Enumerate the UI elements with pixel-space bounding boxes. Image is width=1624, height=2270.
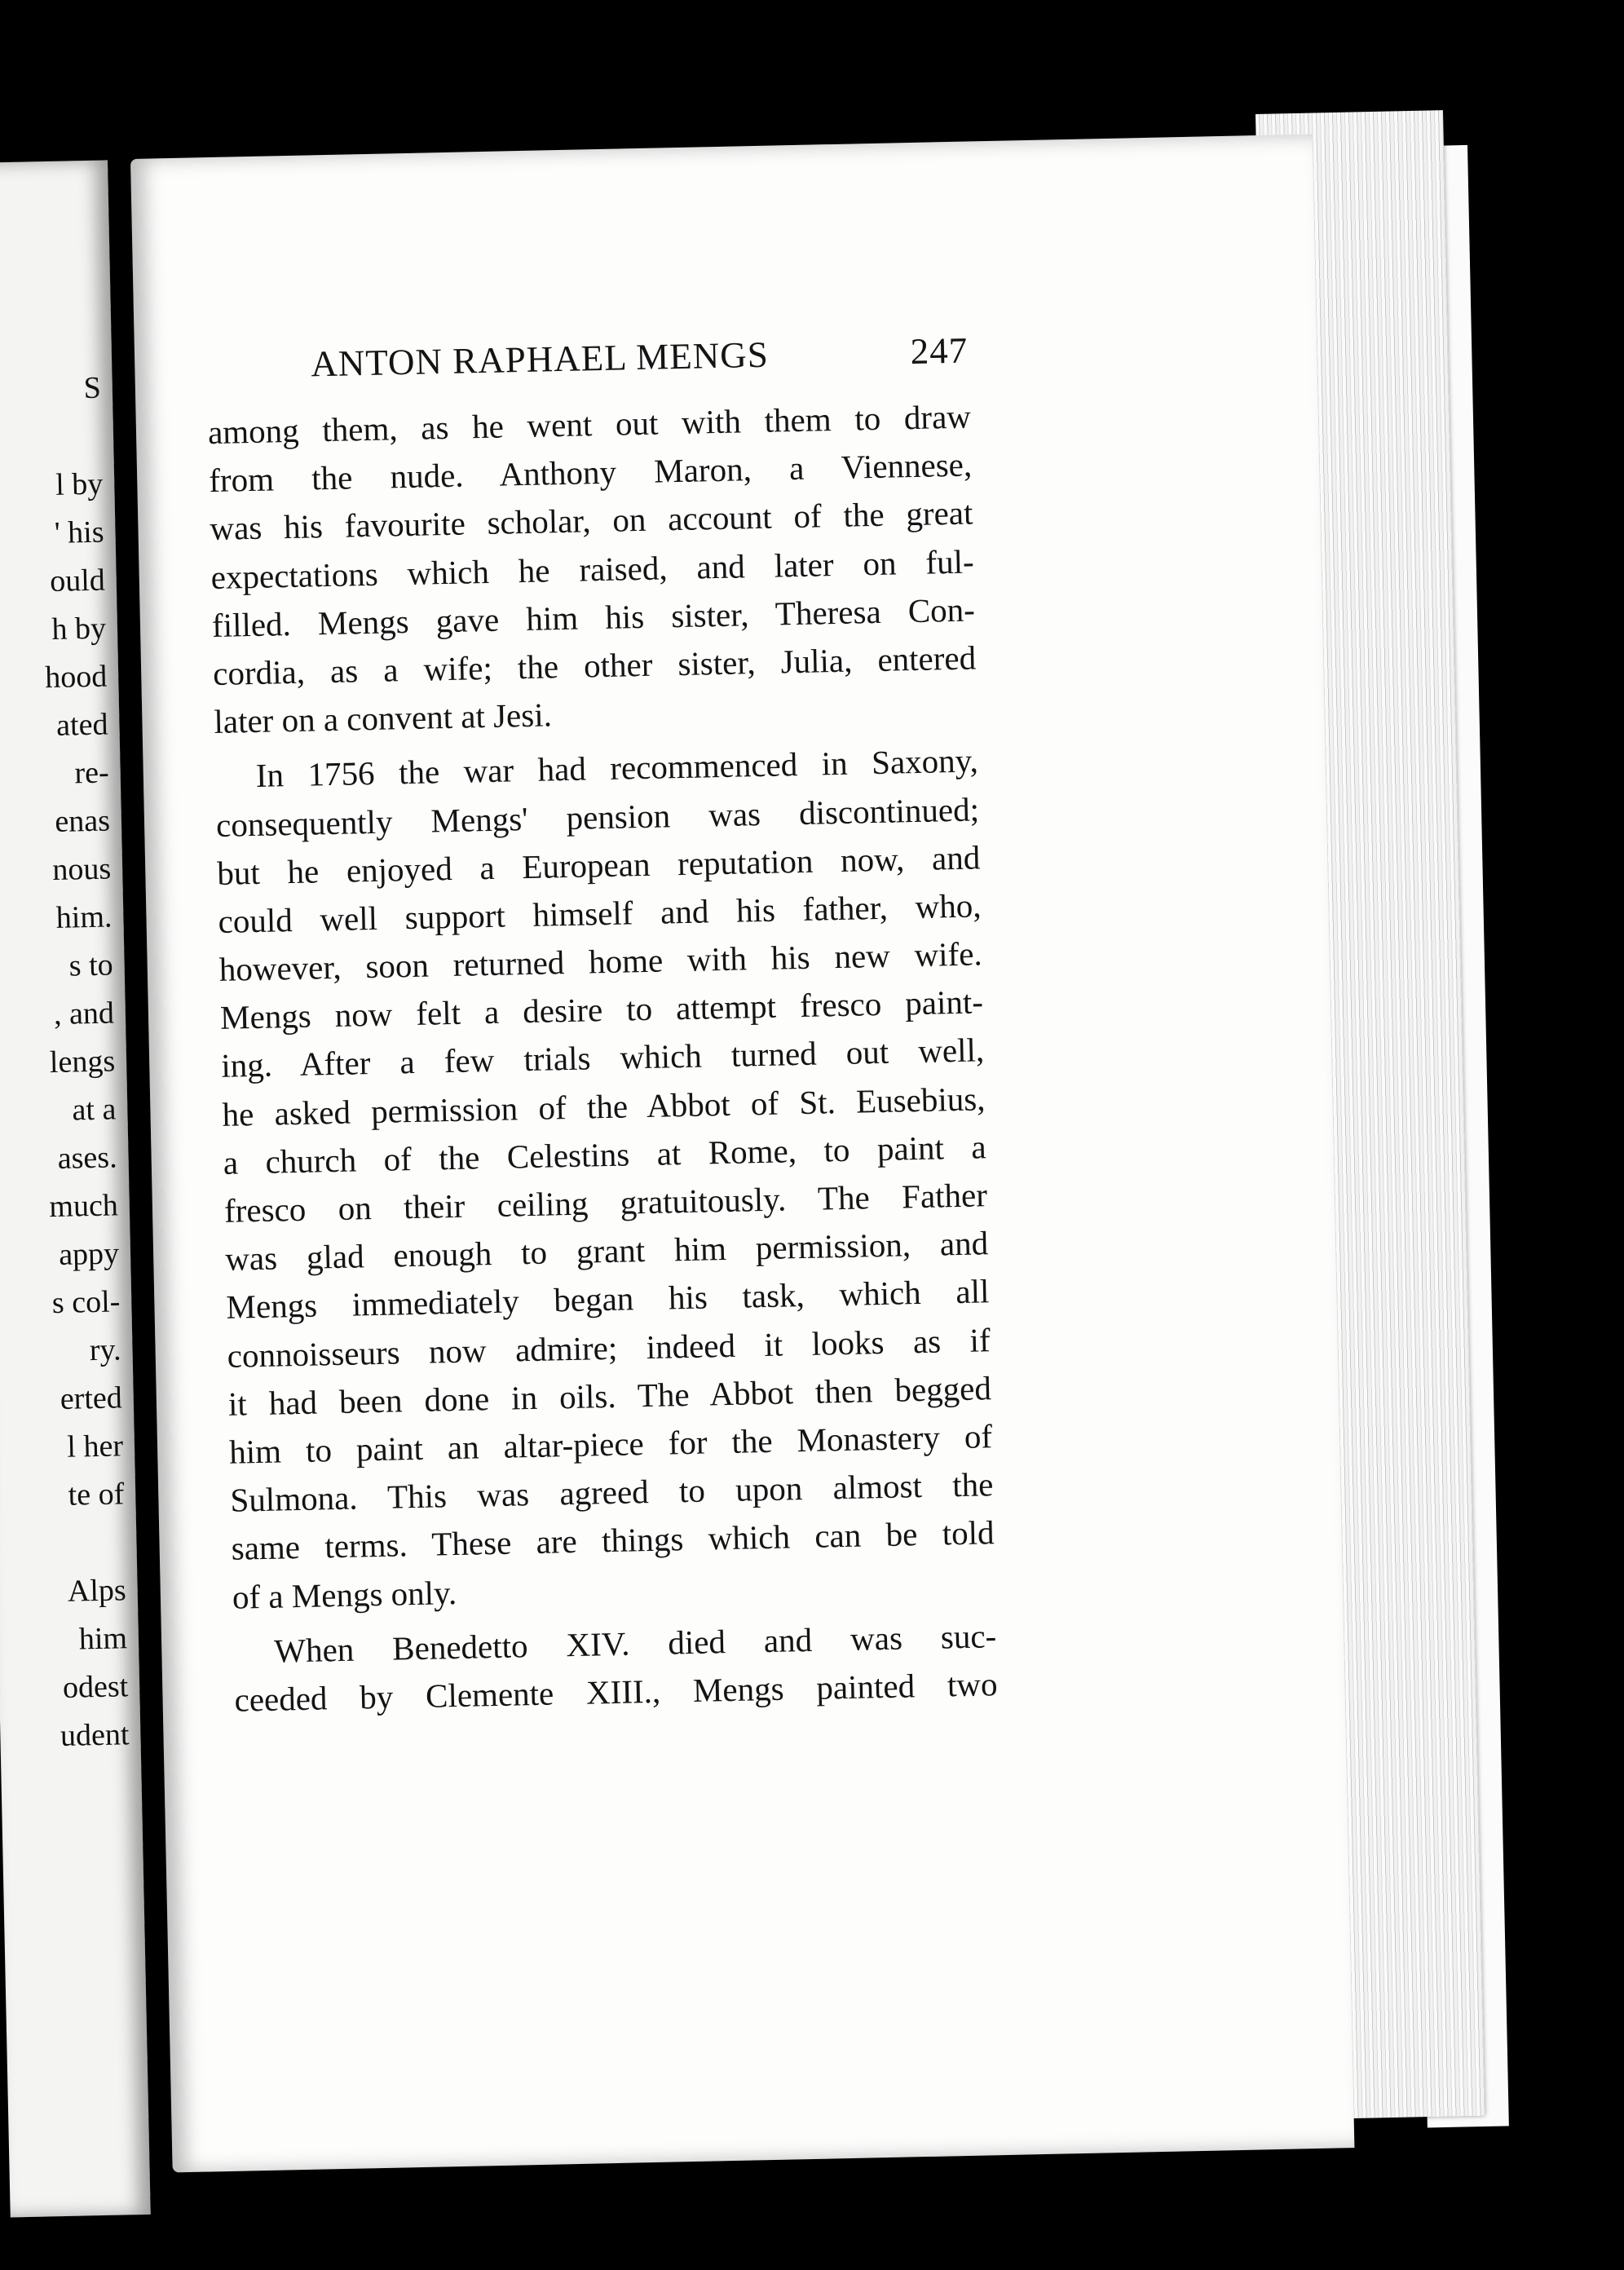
previous-page-line: ated [55,707,108,743]
page-number: 247 [910,329,969,373]
previous-page-line: s to [68,947,114,983]
text-line: was his favourite scholar, on account of the great [210,493,973,548]
previous-page [0,160,151,2217]
current-page [130,135,1354,2173]
previous-page-line: him [78,1621,128,1657]
previous-page-line [55,1518,126,1568]
text-line: him to paint an altar-piece for the Monastery of [228,1417,993,1471]
previous-page-line [33,413,103,462]
page-text-block [206,329,998,1725]
running-title: ANTON RAPHAEL MENGS [310,333,770,385]
text-line: When Benedetto XIV. died and was suc- [273,1616,997,1670]
previous-page-line: appy [58,1236,120,1272]
previous-page-line: much [48,1188,119,1225]
previous-page-line: s col- [51,1284,121,1321]
text-line: cordia, as a wife; the other sister, Julia, entered [212,638,977,692]
text-line: among them, as he went out with them to draw [207,397,972,452]
text-line: same terms. These are things which can be told [231,1513,995,1568]
text-line: filled. Mengs gave him his sister, Theresa Con- [211,590,976,644]
previous-page-line: at a [72,1092,117,1128]
text-line: Mengs now felt a desire to attempt fresco paint- [219,983,984,1037]
previous-page-line: hood [44,659,108,696]
text-line: fresco on their ceiling gratuitously. The Father [223,1176,988,1230]
text-line: he asked permission of the Abbot of St. Eusebius, [222,1079,986,1133]
text-line: ceeded by Clemente XIII., Mengs painted two [234,1665,998,1719]
previous-page-line: ry. [89,1332,121,1368]
previous-page-line: S [83,370,102,406]
text-line: Mengs immediately began his task, which all [226,1272,990,1327]
previous-page-line: , and [53,996,115,1032]
text-line: but he enjoyed a European reputation now, and [216,838,981,892]
previous-page-line: ases. [57,1140,118,1176]
text-line: from the nude. Anthony Maron, a Viennese, [208,445,973,500]
previous-page-line: him. [55,899,113,935]
text-line: a church of the Celestins at Rome, to paint a [223,1128,987,1181]
text-line: later on a convent at Jesi. [213,696,553,741]
previous-page-line: lengs [49,1044,116,1080]
text-line: of a Mengs only. [232,1573,457,1616]
previous-page-line: nous [51,851,112,887]
text-line: was glad enough to grant him permission, and [224,1224,989,1279]
previous-page-line: erted [60,1380,123,1416]
previous-page-line: enas [54,803,111,839]
text-line: expectations which he raised, and later on ful- [210,542,975,596]
text-line: could well support himself and his father, who, [218,886,982,940]
text-line: ing. After a few trials which turned out well, [220,1031,985,1085]
previous-page-line: re- [74,755,110,791]
previous-page-line: ould [49,563,106,598]
previous-page-line: h by [51,611,107,647]
previous-page-line: Alps [67,1573,127,1609]
previous-page-line: odest [62,1669,129,1705]
previous-page-line: l her [66,1429,124,1464]
text-line: Sulmona. This was agreed to upon almost the [229,1465,994,1519]
previous-page-line: l by [55,466,104,502]
text-line: consequently Mengs' pension was discontinued; [215,789,980,844]
previous-page-line: ' his [54,515,104,550]
text-line: connoisseurs now admire; indeed it looks as if [227,1320,991,1375]
text-line: however, soon returned home with his new wife. [218,934,983,988]
previous-page-line: te of [68,1477,125,1513]
previous-page-line: udent [60,1717,130,1754]
previous-page-text [32,364,130,1760]
text-line: In 1756 the war had recommenced in Saxony, [255,741,979,795]
text-line: it had been done in oils. The Abbot then begged [227,1368,992,1423]
